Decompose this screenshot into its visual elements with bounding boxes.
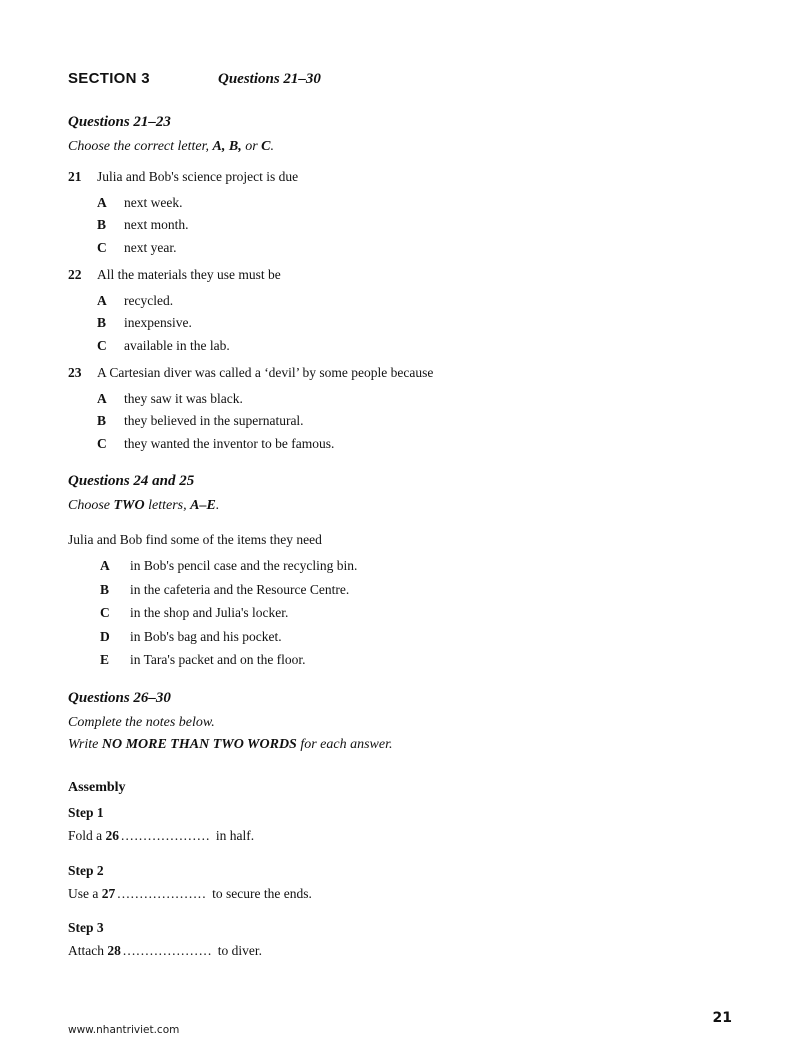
instruction-letter-c: C	[261, 139, 271, 154]
question-21-option-c[interactable]	[68, 241, 732, 255]
step-text-after: to diver.	[214, 943, 262, 959]
question-22	[68, 265, 732, 352]
step-text-before: Fold a	[68, 828, 106, 843]
question-22-stem	[68, 265, 732, 285]
question-21-number: 21	[68, 169, 82, 185]
group-title-21-23: Questions 21–23	[68, 114, 171, 130]
instruction-letters-ab: A, B,	[212, 139, 242, 154]
question-24-25-option-a[interactable]	[68, 559, 732, 573]
option-text: they believed in the supernatural.	[124, 413, 304, 429]
option-letter: C	[97, 239, 107, 255]
group-instruction-complete-notes: Complete the notes below.	[68, 714, 215, 730]
instruction-suffix: for each answer.	[296, 736, 393, 752]
instruction-mid: letters,	[144, 498, 191, 514]
option-text: next week.	[124, 194, 183, 210]
question-group-21-23	[68, 114, 732, 450]
answer-blank-28[interactable]: ....................	[122, 943, 213, 959]
section-header	[68, 70, 732, 88]
step-1-title: Step 1	[68, 805, 104, 820]
option-text: in Tara's packet and on the floor.	[130, 652, 306, 668]
instruction-period: .	[215, 498, 220, 514]
question-23	[68, 363, 732, 450]
question-23-stem	[68, 363, 732, 383]
question-24-25-option-d[interactable]	[68, 630, 732, 644]
option-text: available in the lab.	[124, 337, 230, 353]
option-letter: A	[97, 390, 107, 406]
option-letter: E	[100, 652, 110, 668]
footer-page-number: 21	[712, 1010, 732, 1026]
question-21-option-a[interactable]	[68, 196, 732, 210]
question-group-26-30	[68, 690, 732, 960]
spacer	[68, 671, 732, 690]
option-letter: A	[97, 292, 107, 308]
option-text: they wanted the inventor to be famous.	[124, 435, 335, 451]
question-24-25-option-e[interactable]	[68, 653, 732, 667]
option-letter: B	[97, 315, 107, 331]
step-3-title: Step 3	[68, 920, 104, 936]
step-text-before: Attach	[68, 943, 108, 959]
option-letter: A	[97, 194, 107, 210]
question-23-option-b[interactable]	[68, 414, 732, 428]
instruction-write: Write	[68, 736, 102, 752]
question-22-text: All the materials they use must be	[97, 267, 281, 283]
option-text: in the cafeteria and the Resource Centre.	[130, 581, 350, 597]
page-footer	[68, 1010, 732, 1036]
option-letter: D	[100, 628, 110, 644]
question-23-option-c[interactable]	[68, 437, 732, 451]
option-text: they saw it was black.	[124, 390, 243, 406]
group-instruction-24-25	[68, 497, 732, 515]
question-23-text: A Cartesian diver was called a ‘devil’ by some people because	[97, 365, 434, 381]
option-text: next year.	[124, 239, 177, 255]
question-21-stem	[68, 167, 732, 187]
step-1-line	[68, 827, 732, 845]
question-22-number: 22	[68, 267, 82, 283]
notes-title-assembly: Assembly	[68, 780, 126, 795]
option-text: in Bob's pencil case and the recycling bin.	[130, 558, 358, 574]
option-letter: A	[100, 558, 110, 574]
instruction-prefix: Choose	[68, 498, 114, 514]
option-text: in Bob's bag and his pocket.	[130, 628, 282, 644]
group-title-24-25: Questions 24 and 25	[68, 473, 195, 490]
option-text: in the shop and Julia's locker.	[130, 605, 289, 621]
question-24-25-option-c[interactable]	[68, 606, 732, 620]
question-22-option-a[interactable]	[68, 294, 732, 308]
instruction-period: .	[270, 139, 274, 154]
option-letter: C	[97, 337, 107, 353]
group-instruction-word-limit	[68, 736, 732, 754]
answer-number-28: 28	[107, 943, 121, 959]
spacer	[68, 454, 732, 473]
option-text: recycled.	[124, 292, 174, 308]
instruction-two: TWO	[113, 498, 145, 514]
question-24-25-lead: Julia and Bob find some of the items they need	[68, 531, 322, 547]
option-letter: B	[97, 413, 107, 429]
answer-blank-27[interactable]: ....................	[117, 885, 207, 901]
option-text: inexpensive.	[124, 315, 192, 331]
question-22-option-b[interactable]	[68, 316, 732, 330]
question-21-text: Julia and Bob's science project is due	[97, 169, 299, 185]
instruction-or: or	[241, 139, 262, 154]
section-label: SECTION 3	[68, 70, 150, 87]
option-letter: C	[100, 605, 110, 621]
question-21-option-b[interactable]	[68, 218, 732, 232]
question-group-24-25	[68, 473, 732, 666]
answer-blank-26[interactable]: ....................	[121, 828, 211, 843]
question-21	[68, 167, 732, 254]
answer-number-27: 27	[101, 885, 116, 901]
option-letter: C	[97, 435, 107, 451]
step-text-after: in half.	[212, 828, 255, 843]
group-title-26-30: Questions 26–30	[68, 689, 171, 706]
group-instruction-21-23	[68, 138, 732, 156]
option-letter: B	[97, 217, 107, 233]
step-3-line	[68, 942, 732, 960]
page-content	[68, 70, 732, 964]
step-text-after: to secure the ends.	[208, 885, 312, 901]
option-letter: B	[100, 581, 110, 597]
instruction-word-limit-emphasis: NO MORE THAN TWO WORDS	[101, 736, 297, 752]
question-22-option-c[interactable]	[68, 339, 732, 353]
question-23-number: 23	[68, 365, 82, 381]
section-questions-range: Questions 21–30	[218, 71, 321, 87]
instruction-range-ae: A–E	[190, 498, 216, 514]
footer-website-url: www.nhantriviet.com	[68, 1024, 180, 1036]
answer-number-26: 26	[105, 828, 120, 843]
question-23-option-a[interactable]	[68, 392, 732, 406]
instruction-prefix: Choose the correct letter,	[68, 139, 213, 154]
question-24-25-option-b[interactable]	[68, 583, 732, 597]
step-text-before: Use a	[68, 885, 102, 901]
step-2-line	[68, 885, 732, 903]
step-2-title: Step 2	[68, 862, 104, 878]
option-text: next month.	[124, 217, 189, 233]
